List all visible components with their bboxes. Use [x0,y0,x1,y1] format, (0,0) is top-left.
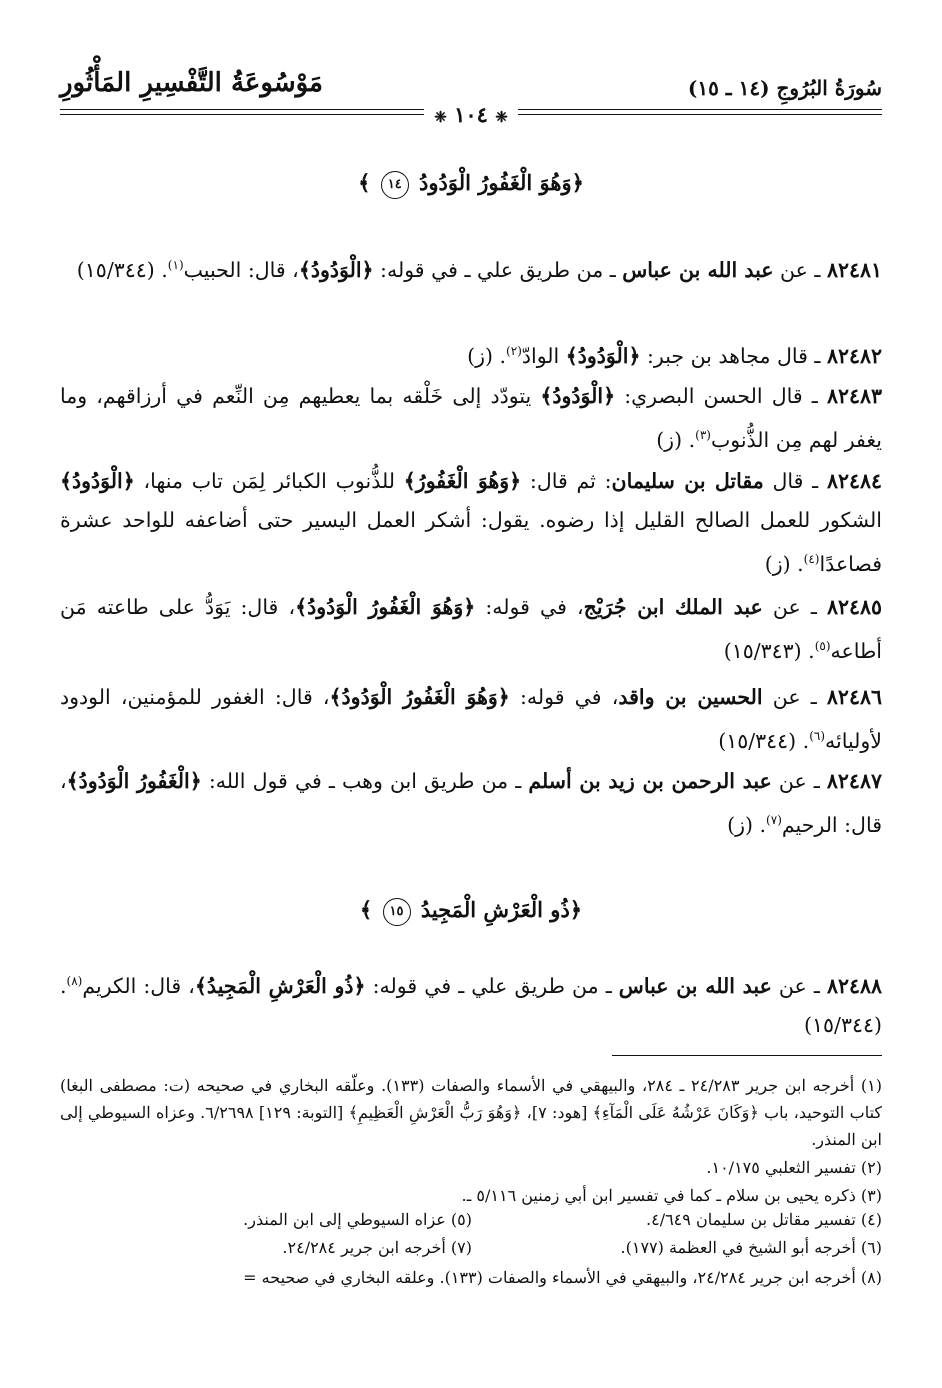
entry-text: ، قال: الغفور للمؤمنين، الودود لأوليائه [60,685,882,753]
narrator-name: الحسين بن واقد [618,685,763,709]
footnote-2: (٢) تفسير الثعلبي ١٠/١٧٥. [706,1158,882,1177]
quran-quote: ﴿وَهُوَ الْغَفُورُ الْوَدُودُ﴾ [295,595,476,619]
entry-text: ـ قال [763,469,827,493]
volume-ref: . (ز) [467,343,507,368]
entry-text: ، قال: الكريم [82,973,195,998]
running-header [60,62,882,127]
footnote-3: (٣) ذكره يحيى بن سلام ـ كما في تفسير ابن أبي زمنين ٥/١١٦ ـ. [461,1186,882,1205]
entry-text: ، قال: الحبيب [183,257,299,282]
quran-quote: ﴿وَهُوَ الْغَفُورُ الْوَدُودُ﴾ [329,685,510,709]
footnote-ref[interactable]: (١) [167,258,184,272]
entry-text: ، في قوله: [475,595,584,619]
footnote-ref[interactable]: (٥) [814,639,831,653]
surah-title: سُورَةُ البُرُوجِ (١٤ ـ ١٥) [687,76,882,100]
footnote-5: (٥) عزاه السيوطي إلى ابن المنذر. [243,1210,472,1229]
entry-number: ٨٢٤٨٢ [826,343,882,368]
entry-text: للذُّنوب الكبائر لِمَن تاب منها، [134,469,404,493]
entry-number: ٨٢٤٨٨ [826,973,882,998]
entry-text: ـ من طريق علي ـ في قوله: [365,973,619,998]
footnote-8: (٨) أخرجه ابن جرير ٢٤/٢٨٤، والبيهقي في الأسماء والصفات (١٣٣). وعلقه البخاري في صحيحه = [243,1268,882,1287]
volume-ref: . (ز) [764,551,804,576]
quran-quote: ﴿الْغَفُورُ الْوَدُودُ﴾ [66,769,202,793]
volume-ref: . (١٥/٣٤٤) [60,973,882,1037]
entry-text: يتودّد إلى خَلْقه بما يعطيهم مِن النِّعم في أرزاقهم، وما يغفر لهم مِن الذُّنوب [60,384,882,452]
quran-quote: ﴿ذُو الْعَرْشِ الْمَجِيدُ﴾ [194,973,366,998]
narration-entry [60,246,882,290]
narration-entry [60,762,882,845]
book-page [60,0,882,1388]
narrator-name: مقاتل بن سليمان [611,469,764,493]
entry-text: ـ عن [771,973,827,998]
footnote-ref[interactable]: (٣) [695,428,711,442]
quran-quote: ﴿وَهُوَ الْغَفُورُ﴾ [403,469,522,493]
volume-ref: . (١٥/٣٤٤) [76,257,168,282]
volume-ref: . (ز) [656,427,696,452]
entry-text: ـ من طريق علي ـ في قوله: [373,257,623,282]
ornament-icon: ❈ [495,108,508,126]
entry-text: ، قال: يَوَدُّ على طاعته مَن أطاعه [60,595,882,663]
entry-number: ٨٢٤٨٣ [826,384,883,408]
ayah-heading-14 [60,170,882,199]
narration-entry [60,462,882,584]
footnote-4: (٤) تفسير مقاتل بن سليمان ٤/٦٤٩. [646,1210,882,1229]
page-number: ١٠٤ [454,102,488,127]
ayah-number-mark: ١٥ [383,898,411,926]
footnote-ref[interactable]: (٧) [766,813,782,827]
ayah-text: ﴿وَهُوَ الْغَفُورُ الْوَدُودُ [419,170,584,195]
narrator-name: عبد الله بن عباس [622,257,774,282]
narration-entry [60,678,882,761]
narrator-name: عبد الرحمن بن زيد بن أسلم [528,769,772,793]
entry-text: ـ عن [773,257,827,282]
entry-text: ـ عن [762,595,827,619]
quran-quote: ﴿الْوَدُودُ﴾ [565,343,641,368]
entry-text: ـ قال الحسن البصري: [615,384,827,408]
entry-number: ٨٢٤٨٥ [826,595,883,619]
entry-text: الشكور للعمل الصالح القليل إذا رضوه. يقول: أشكر العمل اليسير حتى أضاعفه للواحد عشرة فصاعدًا [60,508,882,576]
narration-entry [60,377,882,460]
entry-number: ٨٢٤٨٦ [826,685,882,709]
ayah-bracket: ﴾ [359,897,373,922]
page-number-box [424,102,518,127]
entry-number: ٨٢٤٨٤ [826,469,883,493]
entry-text: ـ عن [771,769,827,793]
entry-number: ٨٢٤٨١ [826,257,882,282]
narrator-name: عبد الله بن عباس [618,973,772,998]
entry-text: ، قال: الرحيم [60,769,882,837]
quran-quote: ﴿الْوَدُودُ﴾ [298,257,374,282]
entry-text: ـ عن [762,685,827,709]
footnote-ref[interactable]: (٨) [66,974,83,988]
quran-quote: ﴿الْوَدُودُ﴾ [540,384,616,408]
ayah-bracket: ﴾ [358,170,371,195]
footnote-ref[interactable]: (٦) [809,729,826,743]
entry-text: ، في قوله: [509,685,619,709]
ayah-text: ﴿ذُو الْعَرْشِ الْمَجِيدُ [420,897,583,922]
entry-text: الوادّ [521,343,566,368]
volume-ref: . (ز) [727,812,767,837]
entry-number: ٨٢٤٨٧ [826,769,882,793]
footnote-7: (٧) أخرجه ابن جرير ٢٤/٢٨٤. [282,1238,472,1257]
footnote-1: (١) أخرجه ابن جرير ٢٤/٢٨٣ ـ ٢٨٤، والبيهقي في الأسماء والصفات (١٣٣). وعلّقه البخاري في صحيحه (ت: مصطفى البغا) كتاب التوحيد، باب ﴿وَكَانَ عَرْشُهُ عَلَى الْمَآءِ﴾ [هود: ٧]، ﴿وَهُوَ رَبُّ الْعَرْشِ الْعَظِيمِ﴾ [التوبة: ١٢٩] ٦/٢٦٩٨. وعزاه السيوطي إلى ابن المنذر. [60,1076,883,1149]
narration-entry [60,588,882,671]
ayah-heading-15 [60,897,882,926]
footnote-ref[interactable]: (٤) [803,552,820,566]
volume-ref: . (١٥/٣٤٤) [718,728,810,753]
entry-text: ـ من طريق ابن وهب ـ في قول الله: [201,769,529,793]
entry-text: ـ قال مجاهد بن جبر: [640,343,827,368]
narrator-name: عبد الملك ابن جُرَيْج [583,595,763,619]
footnote-6: (٦) أخرجه أبو الشيخ في العظمة (١٧٧). [620,1238,882,1257]
footnote-separator [612,1055,882,1056]
quran-quote: ﴿الْوَدُودُ﴾ [60,469,135,493]
book-title: مَوْسُوعَةُ التَّفْسِيرِ المَأْثُورِ [60,68,323,98]
ornament-icon: ❈ [434,108,447,126]
footnote-ref[interactable]: (٢) [506,344,522,358]
narration-entry [60,332,882,376]
narration-entry [60,962,882,1045]
volume-ref: . (١٥/٣٤٣) [723,638,815,663]
entry-text: : ثم قال: [521,469,612,493]
ayah-number-mark: ١٤ [381,171,409,199]
